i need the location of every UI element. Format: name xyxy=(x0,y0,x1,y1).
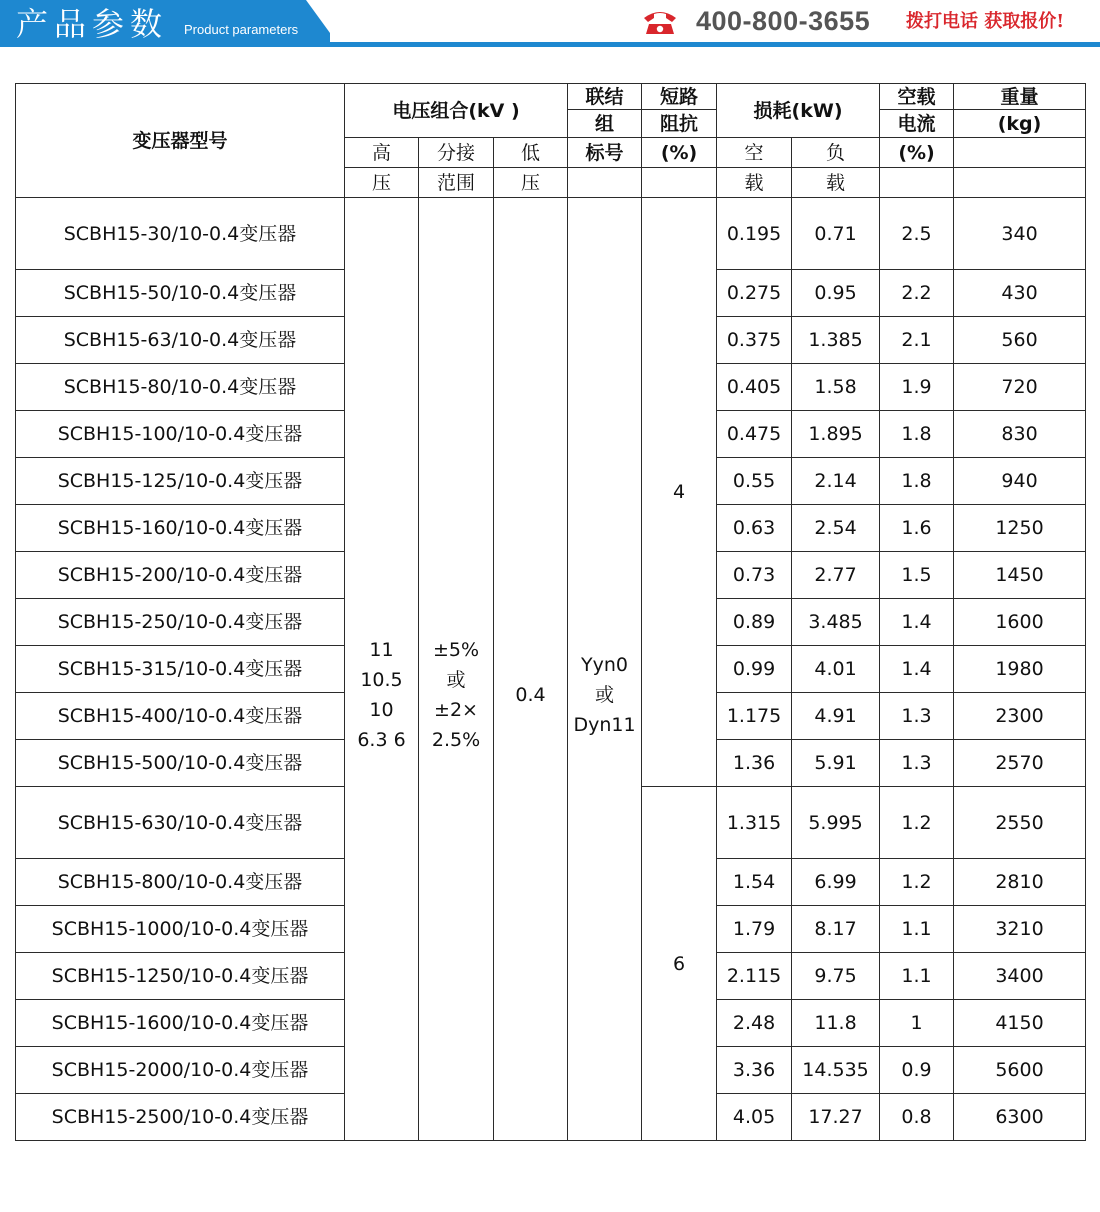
cell-noload-current: 0.9 xyxy=(880,1047,954,1094)
cell-noload-loss: 2.48 xyxy=(717,1000,792,1047)
header-impedance-line1: 短路 xyxy=(642,84,717,110)
cell-noload-loss: 2.115 xyxy=(717,953,792,1000)
tap-range-line: ±5% xyxy=(432,639,480,661)
header-noload-loss-line1: 空 xyxy=(717,138,792,168)
cell-noload-loss: 0.55 xyxy=(717,458,792,505)
header-tap-line1: 分接 xyxy=(419,138,494,168)
phone-number[interactable]: 400-800-3655 xyxy=(696,6,871,36)
hv-voltage-line: 6.3 6 xyxy=(357,729,406,751)
call-to-action: 拨打电话 获取报价! xyxy=(906,11,1065,32)
cell-model: SCBH15-2000/10-0.4变压器 xyxy=(16,1047,345,1094)
cell-weight: 340 xyxy=(954,198,1086,270)
cell-load-loss: 0.95 xyxy=(792,270,880,317)
connection-group-line: 或 xyxy=(595,684,615,706)
cell-weight: 3210 xyxy=(954,906,1086,953)
cell-noload-loss: 0.99 xyxy=(717,646,792,693)
tap-range-line: 2.5% xyxy=(431,729,481,751)
cell-noload-loss: 0.405 xyxy=(717,364,792,411)
cell-model: SCBH15-100/10-0.4变压器 xyxy=(16,411,345,458)
cell-noload-loss: 3.36 xyxy=(717,1047,792,1094)
cell-noload-current: 1.3 xyxy=(880,740,954,787)
cell-hv-voltage xyxy=(345,198,419,1141)
cell-noload-current: 1.8 xyxy=(880,458,954,505)
header-noload-current-blank xyxy=(880,168,954,198)
cell-noload-current: 1.2 xyxy=(880,787,954,859)
cell-load-loss: 2.14 xyxy=(792,458,880,505)
cell-weight: 2570 xyxy=(954,740,1086,787)
cell-weight: 430 xyxy=(954,270,1086,317)
header-weight-line1: 重量 xyxy=(954,84,1086,110)
cell-model: SCBH15-30/10-0.4变压器 xyxy=(16,198,345,270)
cell-impedance-group1: 4 xyxy=(642,198,717,787)
table-row xyxy=(16,198,1086,270)
cell-noload-current: 2.2 xyxy=(880,270,954,317)
header-connection-line3: 标号 xyxy=(568,138,642,168)
cell-noload-current: 1.1 xyxy=(880,906,954,953)
connection-group-line: Yyn0 xyxy=(581,654,629,676)
cell-model: SCBH15-63/10-0.4变压器 xyxy=(16,317,345,364)
header-impedance-line3: (%) xyxy=(642,138,717,168)
cell-model: SCBH15-80/10-0.4变压器 xyxy=(16,364,345,411)
cell-model: SCBH15-1000/10-0.4变压器 xyxy=(16,906,345,953)
cell-load-loss: 11.8 xyxy=(792,1000,880,1047)
header-noload-current-line1: 空载 xyxy=(880,84,954,110)
header-connection-line1: 联结 xyxy=(568,84,642,110)
cell-noload-loss: 4.05 xyxy=(717,1094,792,1141)
cell-weight: 6300 xyxy=(954,1094,1086,1141)
cell-model: SCBH15-400/10-0.4变压器 xyxy=(16,693,345,740)
cell-lv-voltage: 0.4 xyxy=(494,198,568,1141)
cell-noload-loss: 0.195 xyxy=(717,198,792,270)
cell-model: SCBH15-800/10-0.4变压器 xyxy=(16,859,345,906)
tap-range-line: 或 xyxy=(446,669,466,691)
cell-noload-current: 1.8 xyxy=(880,411,954,458)
header-connection-line2: 组 xyxy=(568,110,642,138)
cell-model: SCBH15-1600/10-0.4变压器 xyxy=(16,1000,345,1047)
header-lv-line1: 低 xyxy=(494,138,568,168)
header-loss: 损耗(kW) xyxy=(717,84,880,138)
hv-voltage-line: 10.5 xyxy=(360,669,403,691)
cell-tap-range xyxy=(419,198,494,1141)
connection-group-line: Dyn11 xyxy=(573,714,636,736)
cell-weight: 720 xyxy=(954,364,1086,411)
tap-range-line: ±2× xyxy=(434,699,478,721)
cell-noload-loss: 1.175 xyxy=(717,693,792,740)
cell-noload-current: 1.4 xyxy=(880,646,954,693)
cell-noload-current: 2.5 xyxy=(880,198,954,270)
cell-model: SCBH15-160/10-0.4变压器 xyxy=(16,505,345,552)
hv-voltage-line: 11 xyxy=(369,639,394,661)
cell-load-loss: 4.91 xyxy=(792,693,880,740)
header-tap-line2: 范围 xyxy=(419,168,494,198)
cell-load-loss: 1.58 xyxy=(792,364,880,411)
header-load-loss-line2: 载 xyxy=(792,168,880,198)
cell-model: SCBH15-315/10-0.4变压器 xyxy=(16,646,345,693)
cell-noload-loss: 0.475 xyxy=(717,411,792,458)
header-impedance-line2: 阻抗 xyxy=(642,110,717,138)
cell-noload-loss: 1.79 xyxy=(717,906,792,953)
cell-load-loss: 5.995 xyxy=(792,787,880,859)
cell-noload-loss: 1.315 xyxy=(717,787,792,859)
cell-load-loss: 2.54 xyxy=(792,505,880,552)
cell-noload-current: 1.6 xyxy=(880,505,954,552)
header-weight-line2: (kg) xyxy=(954,110,1086,138)
cell-load-loss: 1.385 xyxy=(792,317,880,364)
cell-connection-group xyxy=(568,198,642,1141)
cell-load-loss: 6.99 xyxy=(792,859,880,906)
cell-noload-loss: 1.36 xyxy=(717,740,792,787)
header-weight-blank-2 xyxy=(954,168,1086,198)
cell-weight: 1250 xyxy=(954,505,1086,552)
cell-weight: 830 xyxy=(954,411,1086,458)
cell-noload-loss: 0.375 xyxy=(717,317,792,364)
cell-weight: 5600 xyxy=(954,1047,1086,1094)
spec-table xyxy=(15,83,1086,1141)
cell-load-loss: 3.485 xyxy=(792,599,880,646)
cell-weight: 2550 xyxy=(954,787,1086,859)
cell-impedance-group2: 6 xyxy=(642,787,717,1141)
cell-noload-current: 1.9 xyxy=(880,364,954,411)
page-header xyxy=(0,0,1100,50)
cell-load-loss: 9.75 xyxy=(792,953,880,1000)
cell-noload-current: 2.1 xyxy=(880,317,954,364)
cell-model: SCBH15-500/10-0.4变压器 xyxy=(16,740,345,787)
header-hv-line2: 压 xyxy=(345,168,419,198)
hv-voltage-line: 10 xyxy=(369,699,394,721)
cell-noload-current: 1.5 xyxy=(880,552,954,599)
cell-weight: 2300 xyxy=(954,693,1086,740)
cell-weight: 560 xyxy=(954,317,1086,364)
cell-load-loss: 17.27 xyxy=(792,1094,880,1141)
cell-load-loss: 5.91 xyxy=(792,740,880,787)
page-subtitle: Product parameters xyxy=(184,22,299,37)
cell-load-loss: 4.01 xyxy=(792,646,880,693)
page-title: 产品参数 xyxy=(16,5,169,43)
cell-load-loss: 1.895 xyxy=(792,411,880,458)
cell-weight: 1450 xyxy=(954,552,1086,599)
header-noload-current-line3: (%) xyxy=(880,138,954,168)
cell-model: SCBH15-200/10-0.4变压器 xyxy=(16,552,345,599)
header-lv-line2: 压 xyxy=(494,168,568,198)
header-impedance-blank xyxy=(642,168,717,198)
cell-weight: 940 xyxy=(954,458,1086,505)
cell-noload-current: 1.2 xyxy=(880,859,954,906)
cell-model: SCBH15-125/10-0.4变压器 xyxy=(16,458,345,505)
header-model: 变压器型号 xyxy=(16,84,345,198)
cell-model: SCBH15-50/10-0.4变压器 xyxy=(16,270,345,317)
header-connection-blank xyxy=(568,168,642,198)
header-weight-blank xyxy=(954,138,1086,168)
cell-noload-loss: 0.63 xyxy=(717,505,792,552)
cell-noload-current: 1.3 xyxy=(880,693,954,740)
cell-noload-current: 0.8 xyxy=(880,1094,954,1141)
header-load-loss-line1: 负 xyxy=(792,138,880,168)
cell-weight: 3400 xyxy=(954,953,1086,1000)
cell-weight: 1600 xyxy=(954,599,1086,646)
cell-weight: 4150 xyxy=(954,1000,1086,1047)
cell-noload-loss: 0.73 xyxy=(717,552,792,599)
cell-noload-loss: 1.54 xyxy=(717,859,792,906)
cell-weight: 2810 xyxy=(954,859,1086,906)
cell-noload-loss: 0.275 xyxy=(717,270,792,317)
header-noload-current-line2: 电流 xyxy=(880,110,954,138)
cell-load-loss: 2.77 xyxy=(792,552,880,599)
cell-noload-loss: 0.89 xyxy=(717,599,792,646)
header-hv-line1: 高 xyxy=(345,138,419,168)
cell-model: SCBH15-630/10-0.4变压器 xyxy=(16,787,345,859)
cell-weight: 1980 xyxy=(954,646,1086,693)
cell-noload-current: 1.1 xyxy=(880,953,954,1000)
header-noload-loss-line2: 载 xyxy=(717,168,792,198)
cell-model: SCBH15-1250/10-0.4变压器 xyxy=(16,953,345,1000)
cell-load-loss: 14.535 xyxy=(792,1047,880,1094)
cell-model: SCBH15-250/10-0.4变压器 xyxy=(16,599,345,646)
cell-load-loss: 0.71 xyxy=(792,198,880,270)
cell-noload-current: 1.4 xyxy=(880,599,954,646)
header-voltage-combo: 电压组合(kV ) xyxy=(345,84,568,138)
cell-load-loss: 8.17 xyxy=(792,906,880,953)
cell-model: SCBH15-2500/10-0.4变压器 xyxy=(16,1094,345,1141)
telephone-icon xyxy=(640,4,680,36)
cell-noload-current: 1 xyxy=(880,1000,954,1047)
